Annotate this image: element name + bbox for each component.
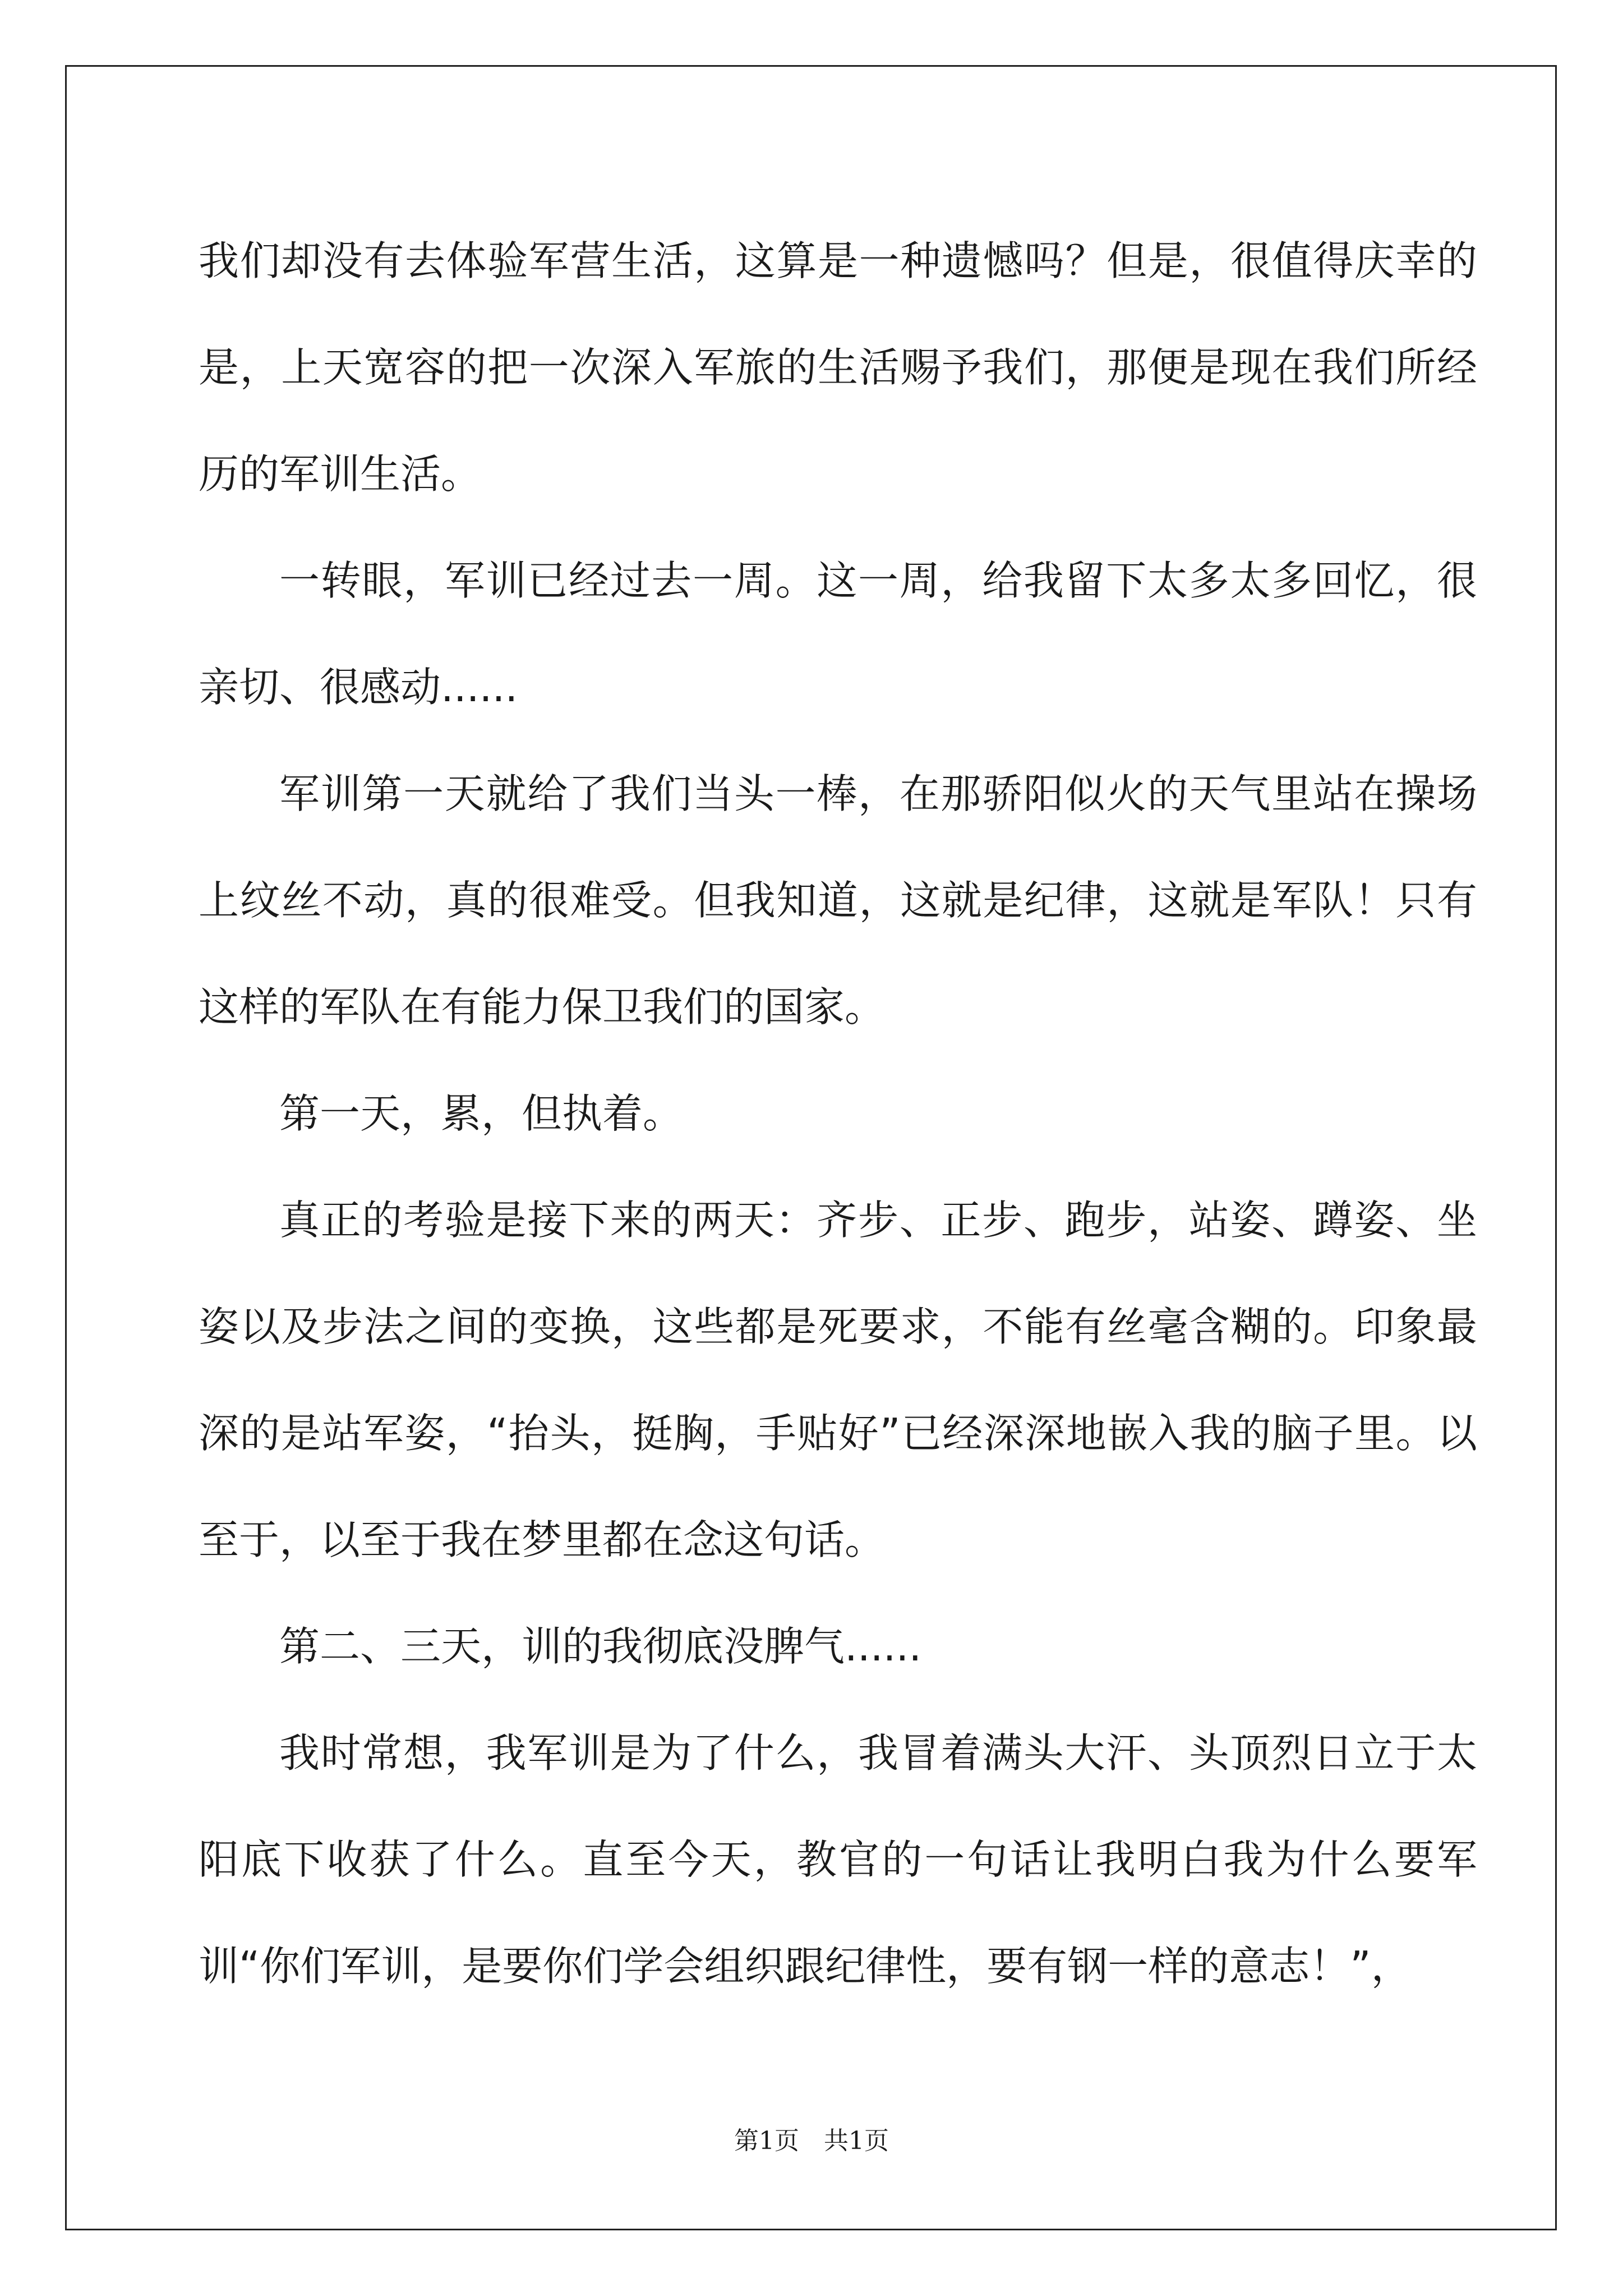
paragraph-5: 真正的考验是接下来的两天：齐步、正步、跑步，站姿、蹲姿、坐姿以及步法之间的变换，这些都是死要求，不能有丝毫含糊的。印象最深的是站军姿，“抬头，挺胸，手贴好”已经深深地嵌入我的脑子里。以至于，以至于我在梦里都在念这句话。 <box>199 1197 1477 1563</box>
paragraph-3: 军训第一天就给了我们当头一棒，在那骄阳似火的天气里站在操场上纹丝不动，真的很难受。但我知道，这就是纪律，这就是军队！只有这样的军队在有能力保卫我们的国家。 <box>199 770 1477 1030</box>
paragraph-6: 第二、三天，训的我彻底没脾气...... <box>279 1623 922 1670</box>
paragraph-1: 我们却没有去体验军营生活，这算是一种遗憾吗？但是，很值得庆幸的是，上天宽容的把一次深入军旅的生活赐予我们，那便是现在我们所经历的军训生活。 <box>199 237 1477 498</box>
document-body <box>199 208 1477 2019</box>
page-number-footer: 第1页 共1页 <box>734 2127 889 2155</box>
paragraph-2: 一转眼，军训已经过去一周。这一周，给我留下太多太多回忆，很亲切、很感动...... <box>199 557 1477 711</box>
paragraph-7: 我时常想，我军训是为了什么，我冒着满头大汗、头顶烈日立于太阳底下收获了什么。直至今天，教官的一句话让我明白我为什么要军训“你们军训，是要你们学会组织跟纪律性，要有钢一样的意志！”， <box>199 1729 1477 1990</box>
paragraph-4: 第一天，累，但执着。 <box>279 1090 684 1137</box>
